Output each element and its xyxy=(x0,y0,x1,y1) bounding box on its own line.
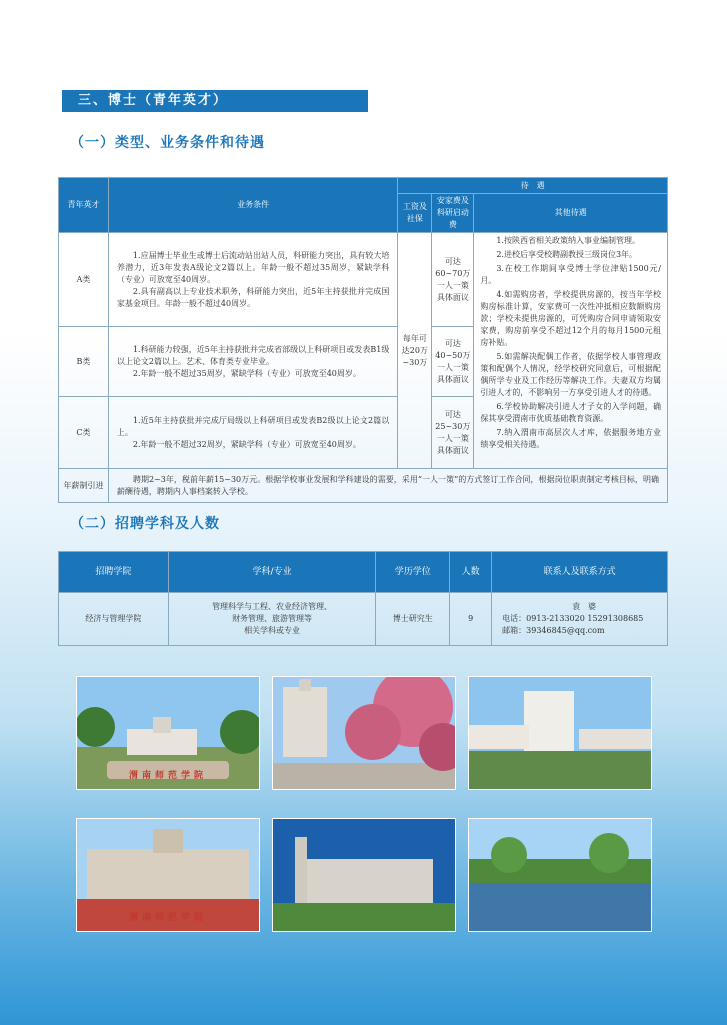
header-college: 招聘学院 xyxy=(59,552,169,593)
benefit-item: 4.如需购房者，学校提供房源的，按当年学校购房标准计算，安家费可一次性冲抵相应数额购房款；学校未提供房源的，可凭购房合同申请领取安家费，购房前享受不超过12个月的每月1500元租房补贴。 xyxy=(480,290,661,347)
table-row xyxy=(59,233,668,327)
other-benefits xyxy=(474,233,668,469)
type-c-label: C类 xyxy=(59,397,109,469)
benefit-item: 7.纳入渭南市高层次人才库，依据服务地方业绩享受相关待遇。 xyxy=(480,428,661,449)
banner-stripes-decoration xyxy=(310,88,370,114)
header-count: 人数 xyxy=(450,552,492,593)
annual-text xyxy=(108,469,667,503)
campus-photo-hall xyxy=(76,818,260,932)
photo-sign-text: 渭南师范学院 xyxy=(128,771,207,781)
type-b-conditions xyxy=(108,327,397,397)
contact-name: 袁 婆 xyxy=(572,602,597,611)
condition-text: 2.年龄一般不超过35周岁，紧缺学科（专业）可放宽至40周岁。 xyxy=(132,368,361,378)
benefit-item: 6.学校协助解决引进人才子女的入学问题，确保其享受渭南市优质基础教育资源。 xyxy=(480,402,661,423)
header-other: 其他待遇 xyxy=(474,194,668,233)
talent-types-table xyxy=(58,177,668,503)
table-row xyxy=(59,469,668,503)
header-contact: 联系人及联系方式 xyxy=(492,552,668,593)
condition-text: 1.应届博士毕业生或博士后流动站出站人员，科研能力突出，具有较大培养潜力，近3年发表A级论文2篇以上。年龄一般不超过35周岁，紧缺学科（专业）可放宽至40周岁。 xyxy=(116,250,390,284)
type-a-settle: 可达60~70万一人一策具体面议 xyxy=(432,233,474,327)
type-c-conditions xyxy=(108,397,397,469)
header-settle: 安家费及科研启动费 xyxy=(432,194,474,233)
benefit-item: 2.进校后享受校聘副教授三级岗位3年。 xyxy=(496,250,638,259)
header-major: 学科/专业 xyxy=(168,552,376,593)
header-category: 青年英才 xyxy=(59,178,109,233)
degree: 博士研究生 xyxy=(376,593,450,646)
header-conditions: 业务条件 xyxy=(108,178,397,233)
type-b-settle: 可达40~50万一人一策具体面议 xyxy=(432,327,474,397)
annual-label: 年薪制引进 xyxy=(59,469,109,503)
part2-title: （二）招聘学科及人数 xyxy=(70,516,220,532)
campus-photo-lake xyxy=(468,818,652,932)
campus-photo-building xyxy=(468,676,652,790)
major-line: 财务管理、旅游管理等 xyxy=(232,614,313,623)
contact-email[interactable]: 邮箱：39346845@qq.com xyxy=(502,626,605,635)
contact-info xyxy=(492,593,668,646)
campus-photo-blossom xyxy=(272,676,456,790)
benefit-item: 5.如需解决配偶工作者，依据学校人事管理政策和配偶个人情况，经学校研究同意后，可根据配偶所学专业及工作经历等解决工作。夫妻双方均属引进人才的，不影响另一方享受引进人才的待遇。 xyxy=(480,352,661,397)
section-title: 三、博士（青年英才） xyxy=(78,93,229,108)
condition-text: 2.具有副高以上专业技术职务，科研能力突出，近5年主持获批并完成国家基金项目。年龄一般不超过40周岁。 xyxy=(116,286,390,308)
count: 9 xyxy=(450,593,492,646)
benefit-item: 1.按陕西省相关政策纳入事业编制管理。 xyxy=(496,236,640,245)
salary-value: 每年可达20万~30万 xyxy=(398,233,432,469)
condition-text: 2.年龄一般不超过32周岁，紧缺学科（专业）可放宽至40周岁。 xyxy=(132,439,361,449)
type-a-conditions xyxy=(108,233,397,327)
type-a-label: A类 xyxy=(59,233,109,327)
major-line: 相关学科或专业 xyxy=(244,626,301,635)
major-line: 管理科学与工程、农业经济管理、 xyxy=(212,602,333,611)
campus-photo-library xyxy=(272,818,456,932)
header-degree: 学历学位 xyxy=(376,552,450,593)
benefit-item: 3.在校工作期间享受博士学位津贴1500元/月。 xyxy=(480,264,661,285)
campus-photo-gate xyxy=(76,676,260,790)
type-b-label: B类 xyxy=(59,327,109,397)
condition-text: 1.近5年主持获批并完成厅局级以上科研项目或发表B2级以上论文2篇以上。 xyxy=(116,415,390,437)
header-salary: 工资及社保 xyxy=(398,194,432,233)
part1-title: （一）类型、业务条件和待遇 xyxy=(70,135,265,151)
major-list xyxy=(168,593,376,646)
photo-sign-text: 渭南师范学院 xyxy=(128,913,207,923)
annual-description: 聘期2~3年，税前年薪15~30万元。根据学校事业发展和学科建设的需要，采用“一人一策”的方式签订工作合同，根据岗位职责制定考核目标，明确薪酬待遇，聘期内人事档案转入学校。 xyxy=(116,474,659,496)
condition-text: 1.科研能力较强，近5年主持获批并完成省部级以上科研项目或发表B1级以上论文2篇以上。艺术、体育类专业毕业。 xyxy=(116,344,390,366)
college-name: 经济与管理学院 xyxy=(59,593,169,646)
contact-phone: 电话：0913-2133020 15291308685 xyxy=(502,614,644,623)
type-c-settle: 可达25~30万一人一策具体面议 xyxy=(432,397,474,469)
header-treatment: 待 遇 xyxy=(398,178,668,194)
table-row xyxy=(59,593,668,646)
recruitment-table xyxy=(58,551,668,646)
